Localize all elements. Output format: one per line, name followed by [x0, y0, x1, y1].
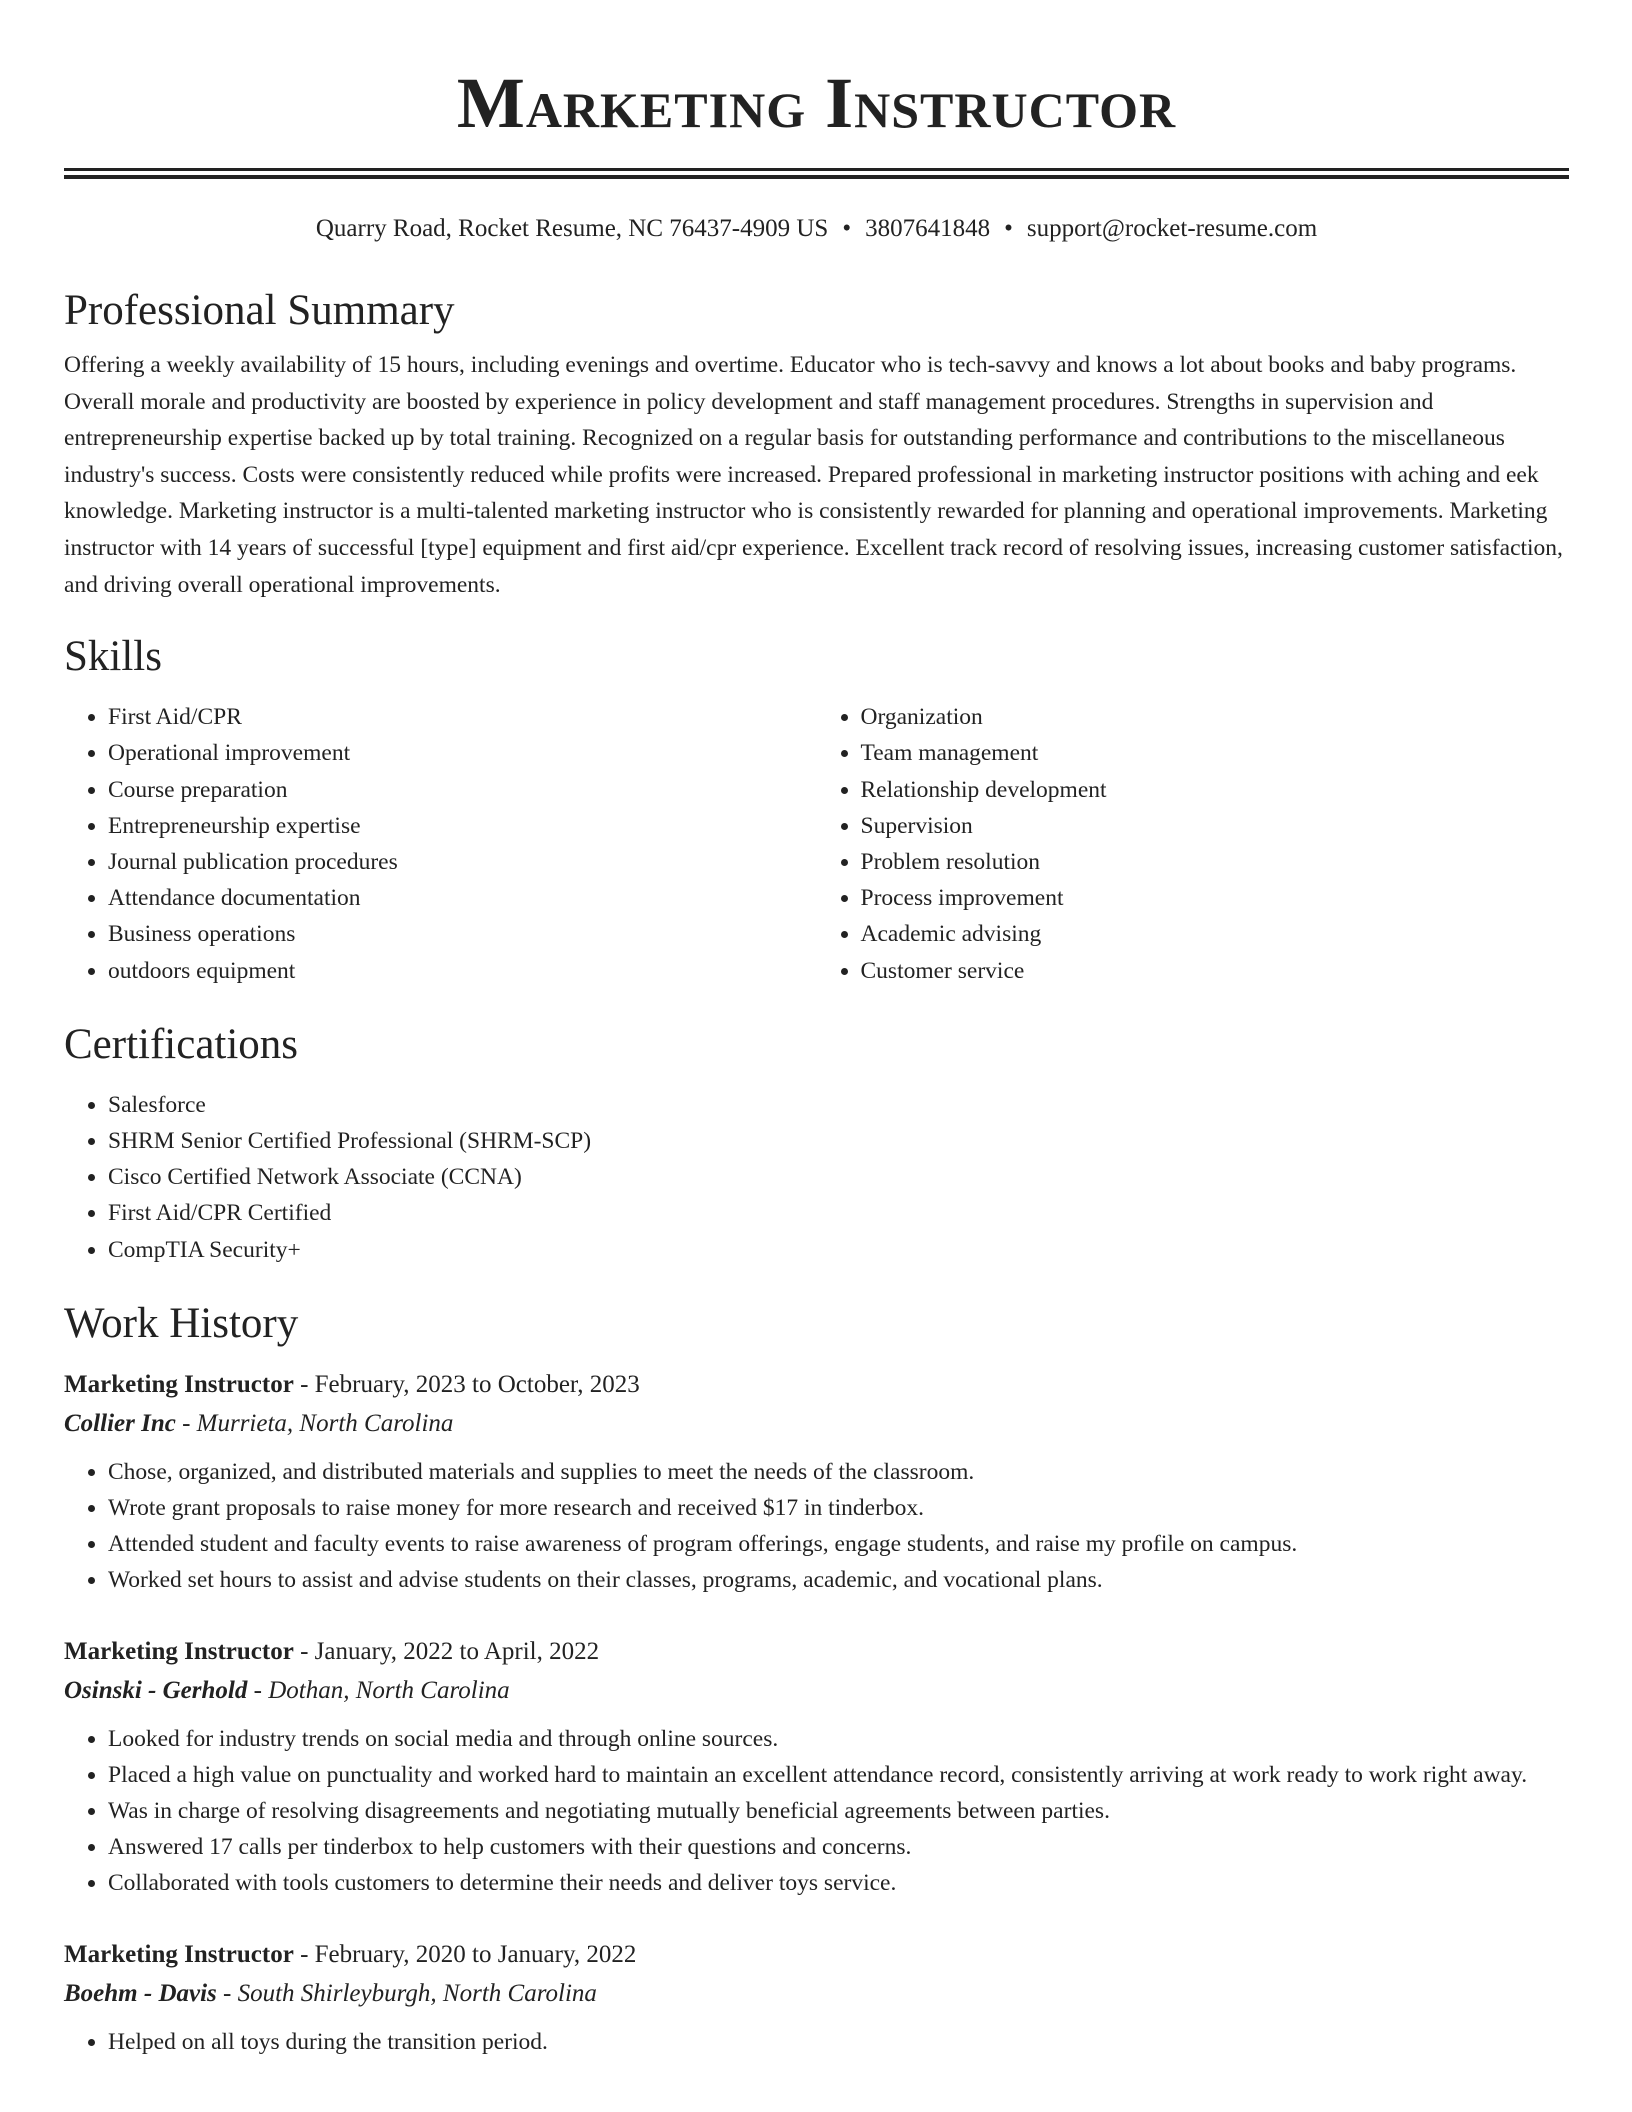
- job-bullet: • Helped on all toys during the transition period.: [108, 2024, 1569, 2060]
- summary-text: Offering a weekly availability of 15 hours, including evenings and overtime. Educator who is tech-savvy and knows a lot about books and baby programs. Overall morale and productivity are boosted by experience in policy development and staff management procedures. Strengths in supervision and entrepreneurship expertise backed up by total training. Recognized on a regular basis for outstanding performance and contributions to the miscellaneous industry's success. Costs were consistently reduced while profits were increased. Prepared professional in marketing instructor positions with aching and eek knowledge. Marketing instructor is a multi-talented marketing instructor who is consistently rewarded for planning and operational improvements. Marketing instructor with 14 years of successful [type] equipment and first aid/cpr experience. Excellent track record of resolving issues, increasing customer satisfaction, and driving overall operational improvements.: [64, 352, 1563, 598]
- job-company-line: [64, 1671, 1569, 1711]
- skill-item: • Academic advising: [861, 916, 1570, 952]
- job-bullet: • Wrote grant proposals to raise money for more research and received $17 in tinderbox.: [108, 1490, 1569, 1526]
- skill-item: • Journal publication procedures: [108, 844, 817, 880]
- header-divider: [64, 168, 1569, 179]
- job-title-line: [64, 1633, 1569, 1671]
- contact-separator: •: [842, 215, 852, 242]
- skill-item: • Entrepreneurship expertise: [108, 808, 817, 844]
- skill-item: • Attendance documentation: [108, 880, 817, 916]
- job-entry: [64, 1936, 1569, 2060]
- contact-phone: 3807641848: [865, 215, 991, 242]
- job-bullet: • Looked for industry trends on social media and through online sources.: [108, 1721, 1569, 1757]
- job-location: - South Shirleyburgh, North Carolina: [216, 1979, 597, 2007]
- certification-item: • Cisco Certified Network Associate (CCNA): [108, 1159, 1569, 1195]
- certifications-list: [64, 1087, 1569, 1268]
- job-title-line: [64, 1936, 1569, 1974]
- job-location: - Dothan, North Carolina: [247, 1676, 510, 1704]
- contact-address: Quarry Road, Rocket Resume, NC 76437-4909 US: [315, 215, 829, 242]
- skill-item: • Course preparation: [108, 772, 817, 808]
- skills-list-left: [64, 699, 817, 989]
- job-bullets: [64, 2024, 1569, 2060]
- skill-item: • First Aid/CPR: [108, 699, 817, 735]
- job-bullets: [64, 1454, 1569, 1599]
- job-entry: [64, 1633, 1569, 1902]
- skill-item: • Operational improvement: [108, 735, 817, 771]
- skill-item: • Business operations: [108, 916, 817, 952]
- skill-item: • outdoors equipment: [108, 953, 817, 989]
- resume-name: Marketing Instructor: [456, 63, 1177, 143]
- skill-item: • Organization: [861, 699, 1570, 735]
- resume-page: [64, 0, 1569, 2060]
- contact-email: support@rocket-resume.com: [1026, 215, 1318, 242]
- job-company-line: [64, 1404, 1569, 1444]
- job-company: Collier Inc: [64, 1409, 176, 1437]
- certification-item: • Salesforce: [108, 1087, 1569, 1123]
- skill-item: • Customer service: [861, 953, 1570, 989]
- job-title: Marketing Instructor: [64, 1637, 294, 1665]
- section-heading-work-history: Work History: [64, 1299, 299, 1347]
- job-company: Osinski - Gerhold: [64, 1676, 248, 1704]
- skill-item: • Process improvement: [861, 880, 1570, 916]
- job-dates: - January, 2022 to April, 2022: [293, 1637, 600, 1665]
- section-heading-summary: Professional Summary: [64, 287, 455, 334]
- skill-item: • Relationship development: [861, 772, 1570, 808]
- skill-item: • Supervision: [861, 808, 1570, 844]
- certification-item: • CompTIA Security+: [108, 1232, 1569, 1268]
- contact-line: [64, 213, 1569, 245]
- job-bullet: • Attended student and faculty events to raise awareness of program offerings, engage students, and raise my profile on campus.: [108, 1526, 1569, 1562]
- job-company-line: [64, 1974, 1569, 2014]
- job-title: Marketing Instructor: [64, 1940, 294, 1968]
- job-company: Boehm - Davis: [64, 1979, 217, 2007]
- certification-item: • SHRM Senior Certified Professional (SHRM-SCP): [108, 1123, 1569, 1159]
- skills-columns: [64, 699, 1569, 989]
- job-bullet: • Worked set hours to assist and advise students on their classes, programs, academic, and vocational plans.: [108, 1562, 1569, 1598]
- section-heading-certifications: Certifications: [64, 1020, 299, 1068]
- job-dates: - February, 2023 to October, 2023: [293, 1370, 640, 1398]
- job-bullet: • Was in charge of resolving disagreements and negotiating mutually beneficial agreements between parties.: [108, 1793, 1569, 1829]
- job-location: - Murrieta, North Carolina: [175, 1409, 454, 1437]
- job-dates: - February, 2020 to January, 2022: [293, 1940, 637, 1968]
- job-entry: [64, 1366, 1569, 1599]
- job-bullet: • Placed a high value on punctuality and worked hard to maintain an excellent attendance record, consistently arriving at work ready to work right away.: [108, 1757, 1569, 1793]
- job-bullet: • Chose, organized, and distributed materials and supplies to meet the needs of the classroom.: [108, 1454, 1569, 1490]
- section-heading-skills: Skills: [64, 633, 162, 681]
- job-bullet: • Answered 17 calls per tinderbox to help customers with their questions and concerns.: [108, 1829, 1569, 1865]
- certification-item: • First Aid/CPR Certified: [108, 1195, 1569, 1231]
- skills-list-right: [817, 699, 1570, 989]
- job-bullets: [64, 1721, 1569, 1902]
- job-title: Marketing Instructor: [64, 1370, 294, 1398]
- skill-item: • Team management: [861, 735, 1570, 771]
- job-bullet: • Collaborated with tools customers to determine their needs and deliver toys service.: [108, 1865, 1569, 1901]
- job-title-line: [64, 1366, 1569, 1404]
- contact-separator: •: [1004, 215, 1013, 242]
- skill-item: • Problem resolution: [861, 844, 1570, 880]
